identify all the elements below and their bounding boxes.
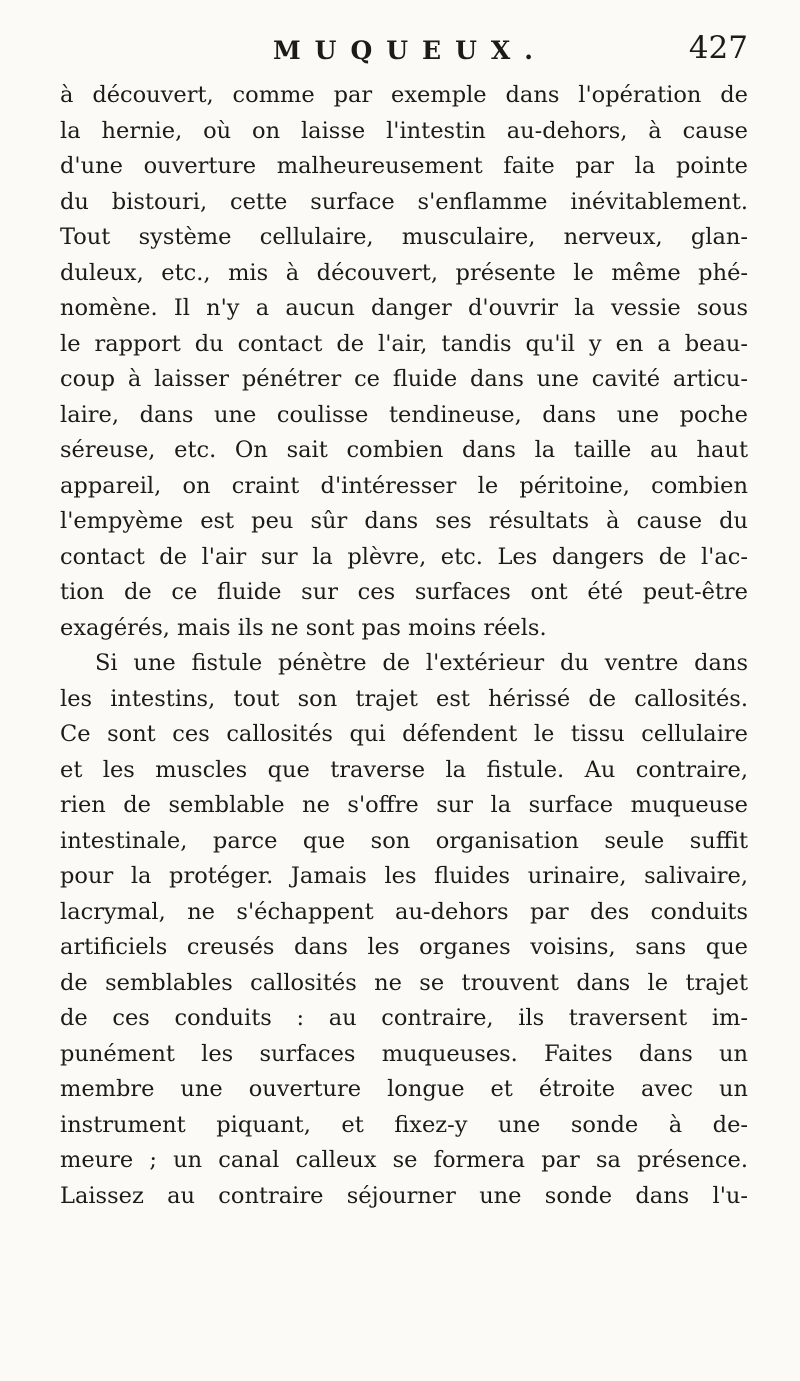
running-head: MUQUEUX. [272,36,547,65]
text-line: meure ; un canal calleux se formera par sa présence. [60,1147,748,1173]
text-line: laire, dans une coulisse tendineuse, dans une poche [60,401,748,428]
text-line: pour la protéger. Jamais les fluides urinaire, salivaire, [60,863,748,889]
text-line: coup à laisser pénétrer ce fluide dans une cavité articu- [60,366,748,392]
text-line: lacrymal, ne s'échappent au-dehors par des conduits [60,898,748,925]
text-line: du bistouri, cette surface s'enflamme inévitablement. [60,188,748,215]
page-header [60,30,760,80]
text-line: instrument piquant, et fixez-y une sonde à de- [60,1111,748,1138]
text-line: intestinale, parce que son organisation seule suffit [60,827,748,854]
text-line: de semblables callosités ne se trouvent dans le trajet [60,969,748,996]
text-line: à découvert, comme par exemple dans l'opération de [60,82,748,108]
text-line: artificiels creusés dans les organes voisins, sans que [60,934,748,960]
text-line: séreuse, etc. On sait combien dans la taille au haut [60,437,748,463]
text-line: Ce sont ces callosités qui défendent le tissu cellulaire [60,721,748,747]
text-line: duleux, etc., mis à découvert, présente le même phé- [60,259,748,286]
text-line: membre une ouverture longue et étroite avec un [60,1076,748,1102]
text-line: tion de ce fluide sur ces surfaces ont été peut-être [60,579,748,605]
text-line: et les muscles que traverse la fistule. Au contraire, [60,756,748,783]
text-line: l'empyème est peu sûr dans ses résultats à cause du [60,508,748,534]
text-line: nomène. Il n'y a aucun danger d'ouvrir la vessie sous [60,295,748,321]
text-line: la hernie, où on laisse l'intestin au-dehors, à cause [60,117,748,144]
page-number: 427 [688,30,748,66]
text-line: rien de semblable ne s'offre sur la surface muqueuse [60,792,748,818]
text-line: punément les surfaces muqueuses. Faites dans un [60,1040,748,1067]
text-line: Laissez au contraire séjourner une sonde dans l'u- [60,1182,748,1209]
text-line: le rapport du contact de l'air, tandis qu'il y en a beau- [60,330,748,357]
text-line: exagérés, mais ils ne sont pas moins réels. [60,614,547,641]
text-line: Tout système cellulaire, musculaire, nerveux, glan- [60,224,748,250]
text-line: de ces conduits : au contraire, ils traversent im- [60,1005,748,1031]
text-line: les intestins, tout son trajet est hérissé de callosités. [60,685,748,712]
text-line: appareil, on craint d'intéresser le péritoine, combien [60,472,748,499]
paragraph-start-line: Si une fistule pénètre de l'extérieur du ventre dans [95,650,748,676]
text-line: d'une ouverture malheureusement faite par la pointe [60,153,748,179]
body-text [60,78,748,1214]
text-line: contact de l'air sur la plèvre, etc. Les dangers de l'ac- [60,543,748,570]
